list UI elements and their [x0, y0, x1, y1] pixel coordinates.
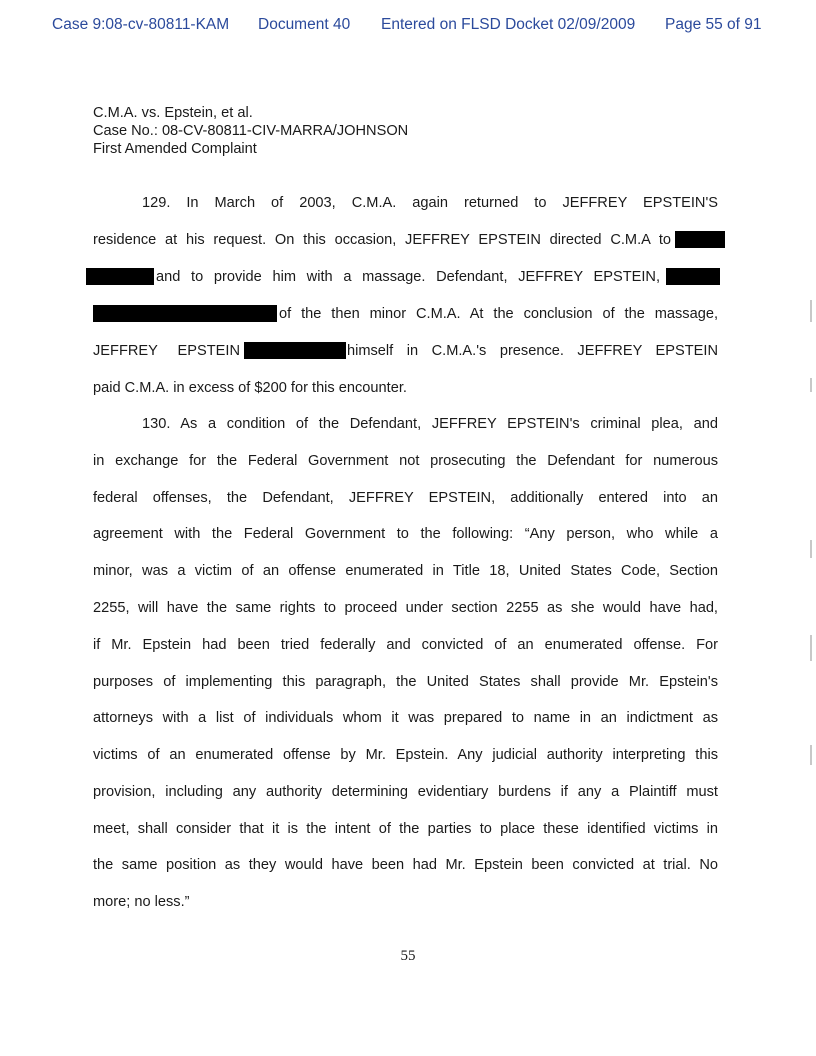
- text-line: agreement with the Federal Government to the following: “Any person, who while a: [93, 526, 718, 542]
- redaction-block: [675, 231, 725, 248]
- text-line: 130. As a condition of the Defendant, JEFFREY EPSTEIN's criminal plea, and: [142, 416, 718, 432]
- page-count-header: Page 55 of 91: [665, 16, 762, 33]
- text-line: paid C.M.A. in excess of $200 for this encounter.: [93, 380, 407, 396]
- text-line: victims of an enumerated offense by Mr. Epstein. Any judicial authority interpreting this: [93, 747, 718, 763]
- text-line: meet, shall consider that it is the intent of the parties to place these identified victims in: [93, 821, 718, 837]
- scan-margin-mark: [810, 745, 812, 765]
- page-number: 55: [400, 948, 416, 964]
- case-number-header: Case 9:08-cv-80811-KAM: [52, 16, 230, 33]
- scan-margin-mark: [810, 378, 812, 392]
- scan-margin-mark: [810, 540, 812, 558]
- scan-margin-mark: [810, 635, 812, 661]
- text-line: federal offenses, the Defendant, JEFFREY EPSTEIN, additionally entered into an: [93, 490, 718, 506]
- docket-entry-header: Entered on FLSD Docket 02/09/2009: [381, 16, 636, 33]
- text-line: residence at his request. On this occasion, JEFFREY EPSTEIN directed C.M.A to: [93, 232, 671, 248]
- text-line: 2255, will have the same rights to proceed under section 2255 as she would have had,: [93, 600, 718, 616]
- caption-case-number: Case No.: 08-CV-80811-CIV-MARRA/JOHNSON: [93, 123, 409, 139]
- caption-parties: C.M.A. vs. Epstein, et al.: [93, 105, 253, 121]
- redaction-block: [244, 342, 346, 359]
- caption-document-title: First Amended Complaint: [93, 141, 257, 157]
- redaction-block: [666, 268, 720, 285]
- redaction-block: [86, 268, 154, 285]
- text-line: 129. In March of 2003, C.M.A. again returned to JEFFREY EPSTEIN'S: [142, 195, 718, 211]
- text-line: the same position as they would have been had Mr. Epstein been convicted at trial. No: [93, 857, 718, 873]
- scan-margin-mark: [810, 300, 812, 322]
- case-caption: [93, 104, 408, 158]
- text-line: purposes of implementing this paragraph, the United States shall provide Mr. Epstein's: [93, 674, 718, 690]
- text-line: if Mr. Epstein had been tried federally and convicted of an enumerated offense. For: [93, 637, 718, 653]
- text-line: provision, including any authority determining evidentiary burdens if any a Plaintiff must: [93, 784, 718, 800]
- text-line: and to provide him with a massage. Defendant, JEFFREY EPSTEIN,: [156, 269, 660, 285]
- text-line: himself in C.M.A.'s presence. JEFFREY EPSTEIN: [347, 343, 718, 359]
- text-line: attorneys with a list of individuals whom it was prepared to name in an indictment as: [93, 710, 718, 726]
- document-number-header: Document 40: [258, 16, 351, 33]
- redaction-block: [93, 305, 277, 322]
- text-line: JEFFREY EPSTEIN: [93, 343, 240, 359]
- text-line: of the then minor C.M.A. At the conclusion of the massage,: [279, 306, 718, 322]
- text-line: in exchange for the Federal Government not prosecuting the Defendant for numerous: [93, 453, 718, 469]
- text-line: minor, was a victim of an offense enumerated in Title 18, United States Code, Section: [93, 563, 718, 579]
- text-line: more; no less.”: [93, 894, 190, 910]
